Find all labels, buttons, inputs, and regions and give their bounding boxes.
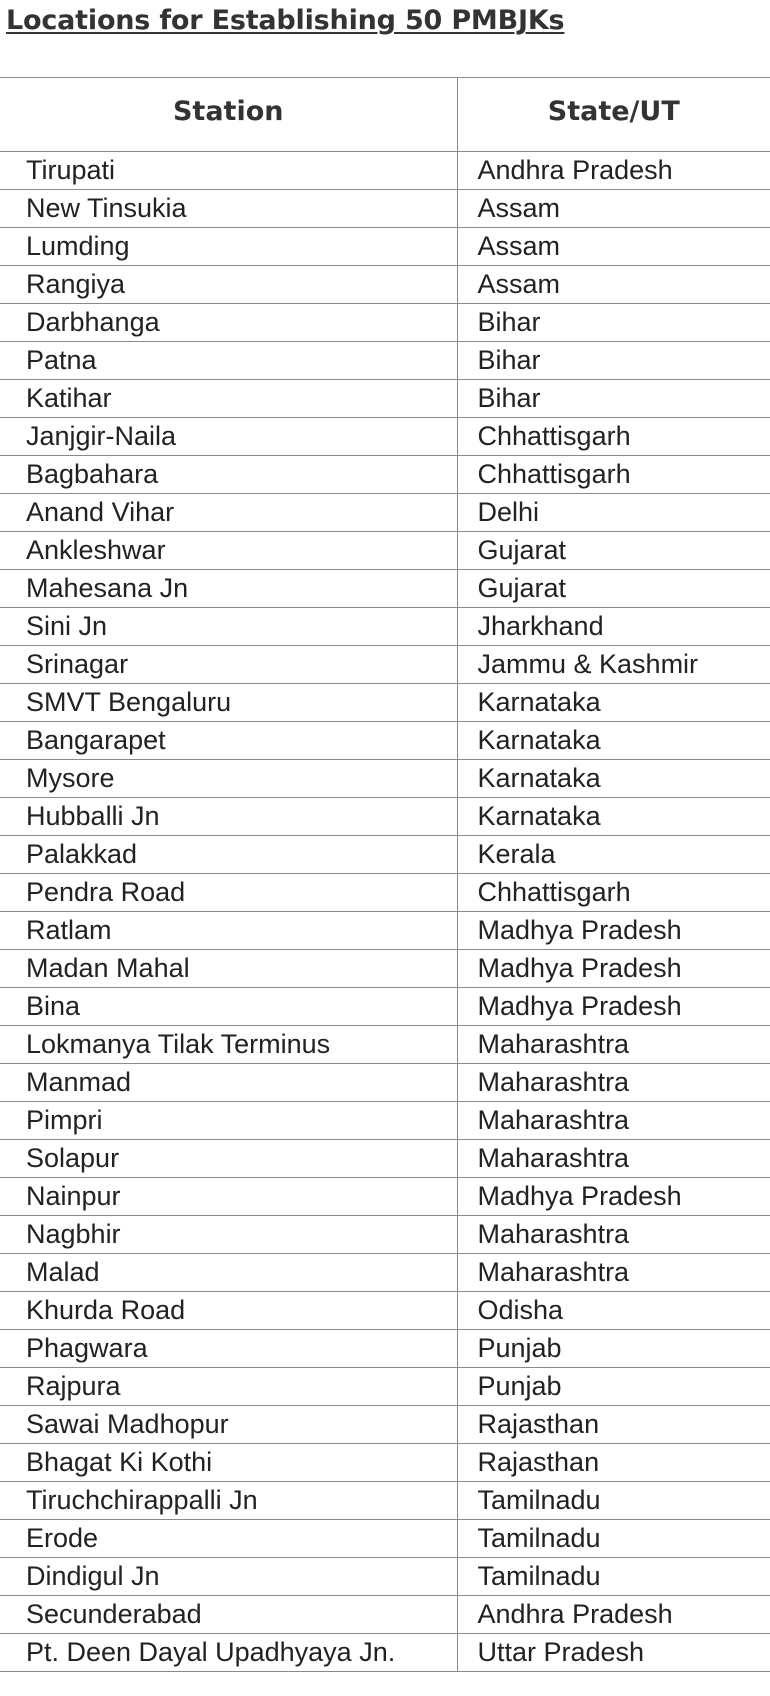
table-row	[0, 532, 770, 570]
table-row	[0, 722, 770, 760]
state-cell: Rajasthan	[457, 1406, 770, 1444]
table-row	[0, 304, 770, 342]
table-row	[0, 1558, 770, 1596]
table-row	[0, 836, 770, 874]
station-cell: Madan Mahal	[0, 950, 457, 988]
station-cell: Solapur	[0, 1140, 457, 1178]
table-row	[0, 1596, 770, 1634]
table-row	[0, 912, 770, 950]
table-row	[0, 1634, 770, 1672]
state-cell: Madhya Pradesh	[457, 950, 770, 988]
station-cell: Sini Jn	[0, 608, 457, 646]
document-title: Locations for Establishing 50 PMBJKs	[6, 5, 565, 36]
station-cell: Nagbhir	[0, 1216, 457, 1254]
state-cell: Bihar	[457, 342, 770, 380]
state-cell: Maharashtra	[457, 1140, 770, 1178]
state-cell: Maharashtra	[457, 1026, 770, 1064]
state-cell: Punjab	[457, 1330, 770, 1368]
station-cell: Srinagar	[0, 646, 457, 684]
table-row	[0, 494, 770, 532]
station-cell: Anand Vihar	[0, 494, 457, 532]
state-cell: Gujarat	[457, 532, 770, 570]
table-row	[0, 1444, 770, 1482]
header-row	[0, 78, 770, 152]
state-cell: Punjab	[457, 1368, 770, 1406]
station-cell: Mahesana Jn	[0, 570, 457, 608]
station-cell: Phagwara	[0, 1330, 457, 1368]
table-row	[0, 1216, 770, 1254]
station-cell: Tirupati	[0, 152, 457, 190]
station-cell: Khurda Road	[0, 1292, 457, 1330]
station-cell: Bangarapet	[0, 722, 457, 760]
station-cell: New Tinsukia	[0, 190, 457, 228]
state-cell: Maharashtra	[457, 1102, 770, 1140]
station-cell: Manmad	[0, 1064, 457, 1102]
state-cell: Madhya Pradesh	[457, 1178, 770, 1216]
state-cell: Andhra Pradesh	[457, 152, 770, 190]
table-row	[0, 418, 770, 456]
state-cell: Tamilnadu	[457, 1482, 770, 1520]
table-body	[0, 152, 770, 1672]
state-column-header: State/UT	[457, 78, 770, 152]
state-cell: Andhra Pradesh	[457, 1596, 770, 1634]
station-column-header: Station	[0, 78, 457, 152]
table-row	[0, 1064, 770, 1102]
state-cell: Delhi	[457, 494, 770, 532]
state-cell: Madhya Pradesh	[457, 988, 770, 1026]
table-row	[0, 798, 770, 836]
station-cell: Pimpri	[0, 1102, 457, 1140]
station-cell: Nainpur	[0, 1178, 457, 1216]
table-row	[0, 266, 770, 304]
state-cell: Maharashtra	[457, 1254, 770, 1292]
state-cell: Karnataka	[457, 760, 770, 798]
station-cell: Tiruchchirappalli Jn	[0, 1482, 457, 1520]
state-cell: Madhya Pradesh	[457, 912, 770, 950]
table-row	[0, 950, 770, 988]
state-cell: Gujarat	[457, 570, 770, 608]
station-cell: Dindigul Jn	[0, 1558, 457, 1596]
state-cell: Chhattisgarh	[457, 456, 770, 494]
state-cell: Tamilnadu	[457, 1558, 770, 1596]
table-row	[0, 152, 770, 190]
station-cell: Patna	[0, 342, 457, 380]
state-cell: Maharashtra	[457, 1064, 770, 1102]
table-row	[0, 760, 770, 798]
table-row	[0, 342, 770, 380]
table-row	[0, 874, 770, 912]
table-row	[0, 988, 770, 1026]
locations-table	[0, 77, 770, 1672]
table-row	[0, 570, 770, 608]
state-cell: Maharashtra	[457, 1216, 770, 1254]
table-row	[0, 1292, 770, 1330]
table-row	[0, 646, 770, 684]
state-cell: Jharkhand	[457, 608, 770, 646]
state-cell: Kerala	[457, 836, 770, 874]
state-cell: Karnataka	[457, 798, 770, 836]
station-cell: Pt. Deen Dayal Upadhyaya Jn.	[0, 1634, 457, 1672]
station-cell: Lumding	[0, 228, 457, 266]
station-cell: Ankleshwar	[0, 532, 457, 570]
table-row	[0, 1330, 770, 1368]
state-cell: Assam	[457, 228, 770, 266]
station-cell: Lokmanya Tilak Terminus	[0, 1026, 457, 1064]
station-cell: Secunderabad	[0, 1596, 457, 1634]
table-header	[0, 78, 770, 152]
table-row	[0, 456, 770, 494]
state-cell: Bihar	[457, 304, 770, 342]
table-row	[0, 228, 770, 266]
table-row	[0, 1520, 770, 1558]
state-cell: Bihar	[457, 380, 770, 418]
table-row	[0, 1406, 770, 1444]
station-cell: Sawai Madhopur	[0, 1406, 457, 1444]
state-cell: Karnataka	[457, 722, 770, 760]
station-cell: Rajpura	[0, 1368, 457, 1406]
station-cell: Bagbahara	[0, 456, 457, 494]
station-cell: Bhagat Ki Kothi	[0, 1444, 457, 1482]
station-cell: Rangiya	[0, 266, 457, 304]
state-cell: Chhattisgarh	[457, 418, 770, 456]
station-cell: Bina	[0, 988, 457, 1026]
table-row	[0, 1140, 770, 1178]
state-cell: Karnataka	[457, 684, 770, 722]
table-row	[0, 1102, 770, 1140]
station-cell: Katihar	[0, 380, 457, 418]
station-cell: Hubballi Jn	[0, 798, 457, 836]
state-cell: Rajasthan	[457, 1444, 770, 1482]
table-row	[0, 1254, 770, 1292]
table-row	[0, 190, 770, 228]
station-cell: Pendra Road	[0, 874, 457, 912]
table-row	[0, 684, 770, 722]
table-row	[0, 1368, 770, 1406]
table-row	[0, 1482, 770, 1520]
state-cell: Chhattisgarh	[457, 874, 770, 912]
state-cell: Assam	[457, 266, 770, 304]
table-row	[0, 1026, 770, 1064]
state-cell: Jammu & Kashmir	[457, 646, 770, 684]
station-cell: Malad	[0, 1254, 457, 1292]
station-cell: Palakkad	[0, 836, 457, 874]
table-row	[0, 1178, 770, 1216]
station-cell: Mysore	[0, 760, 457, 798]
state-cell: Odisha	[457, 1292, 770, 1330]
station-cell: Erode	[0, 1520, 457, 1558]
station-cell: SMVT Bengaluru	[0, 684, 457, 722]
table-row	[0, 380, 770, 418]
station-cell: Darbhanga	[0, 304, 457, 342]
state-cell: Assam	[457, 190, 770, 228]
table-row	[0, 608, 770, 646]
state-cell: Tamilnadu	[457, 1520, 770, 1558]
station-cell: Janjgir-Naila	[0, 418, 457, 456]
state-cell: Uttar Pradesh	[457, 1634, 770, 1672]
station-cell: Ratlam	[0, 912, 457, 950]
